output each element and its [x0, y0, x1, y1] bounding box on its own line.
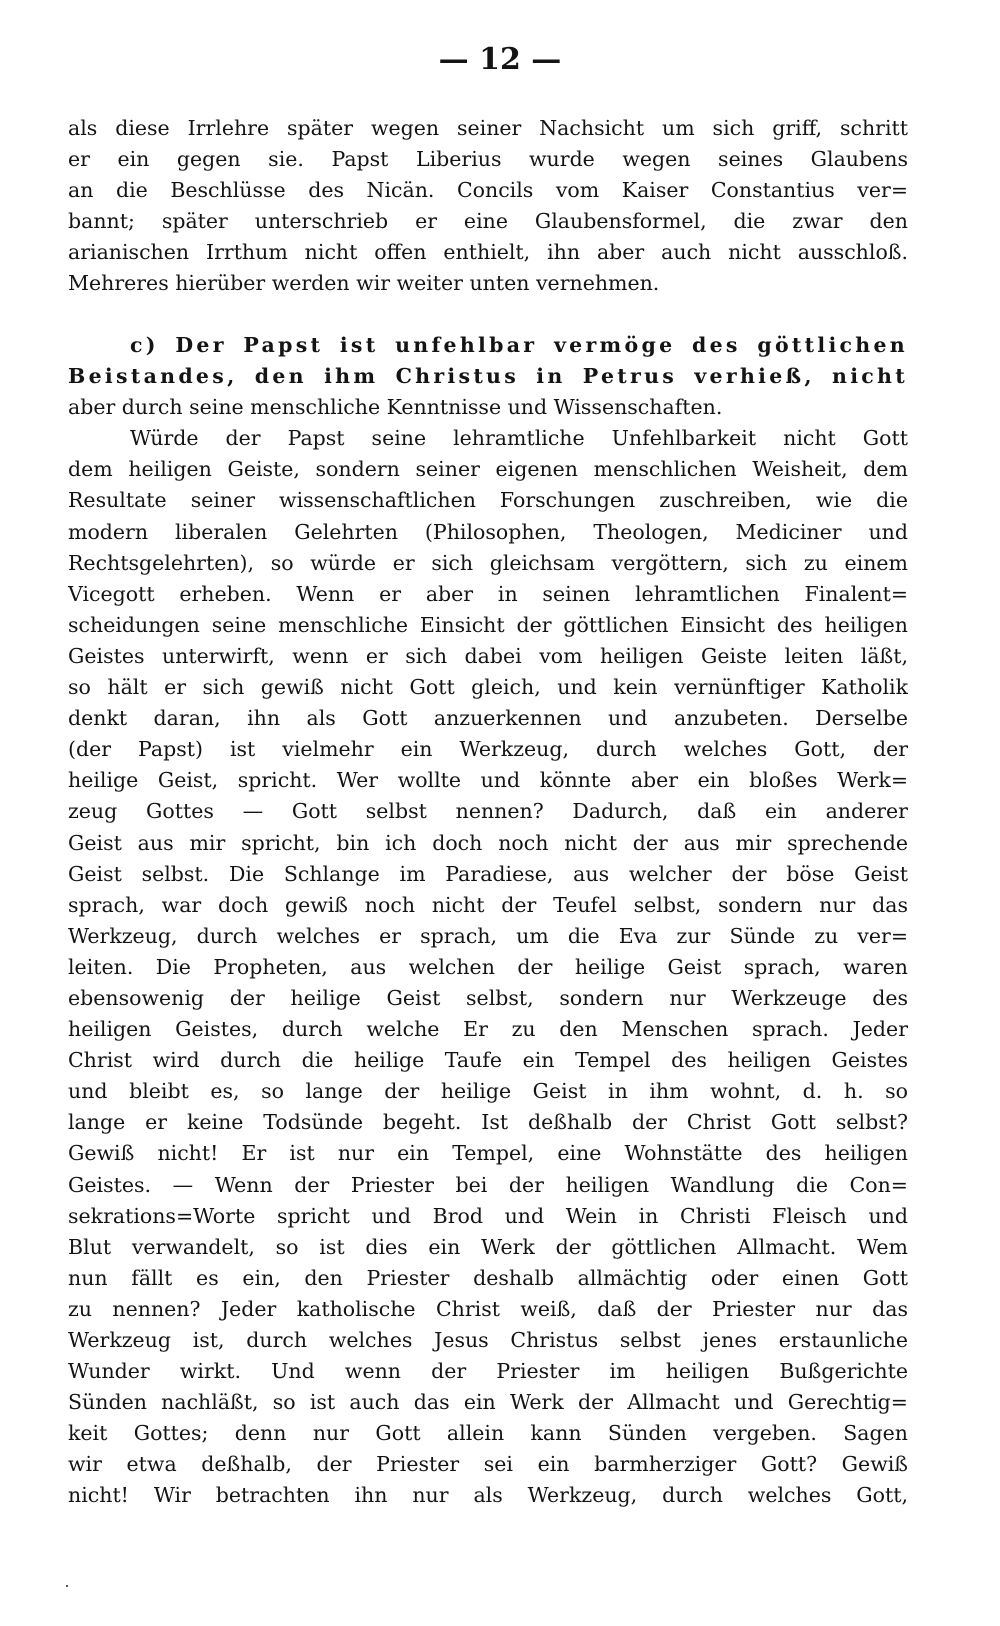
- text-line: er ein gegen sie. Papst Liberius wurde wegen seines Glaubens: [68, 147, 908, 172]
- text-line: nicht! Wir betrachten ihn nur als Werkzeug, durch welches Gott,: [68, 1483, 908, 1508]
- text-line: Gewiß nicht! Er ist nur ein Tempel, eine Wohnstätte des heiligen: [68, 1141, 908, 1166]
- section-heading-line: aber durch seine menschliche Kenntnisse und Wissenschaften.: [68, 395, 723, 420]
- text-line: keit Gottes; denn nur Gott allein kann Sünden vergeben. Sagen: [68, 1421, 908, 1446]
- text-line: Resultate seiner wissenschaftlichen Forschungen zuschreiben, wie die: [68, 488, 908, 513]
- section-heading-line: c) Der Papst ist unfehlbar vermöge des göttlichen: [130, 333, 908, 357]
- text-line: Geistes unterwirft, wenn er sich dabei vom heiligen Geiste leiten läßt,: [68, 643, 908, 668]
- paragraph-continuation: [68, 113, 908, 300]
- text-line: Werkzeug ist, durch welches Jesus Christus selbst jenes erstaunliche: [68, 1328, 908, 1352]
- text-line: bannt; später unterschrieb er eine Glaubensformel, die zwar den: [68, 209, 908, 234]
- text-line: Geist aus mir spricht, bin ich doch noch nicht der aus mir sprechende: [68, 830, 908, 855]
- text-line: Geist selbst. Die Schlange im Paradiese, aus welcher der böse Geist: [68, 861, 908, 886]
- text-line: denkt daran, ihn als Gott anzuerkennen und anzubeten. Derselbe: [68, 706, 908, 731]
- section-c: [68, 330, 908, 1512]
- text-line: leiten. Die Propheten, aus welchen der heilige Geist sprach, waren: [68, 954, 908, 979]
- text-line: Geistes. — Wenn der Priester bei der heiligen Wandlung die Con=: [68, 1172, 908, 1197]
- page-number: — 12 —: [438, 42, 562, 77]
- text-line: heiligen Geistes, durch welche Er zu den Menschen sprach. Jeder: [68, 1017, 908, 1042]
- text-line: modern liberalen Gelehrten (Philosophen, Theologen, Mediciner und: [68, 519, 908, 544]
- text-line: an die Beschlüsse des Nicän. Concils vom Kaiser Constantius ver=: [68, 178, 908, 203]
- text-line: Werkzeug, durch welches er sprach, um die Eva zur Sünde zu ver=: [68, 923, 908, 948]
- text-line: zu nennen? Jeder katholische Christ weiß, daß der Priester nur das: [68, 1296, 908, 1321]
- text-line: zeug Gottes — Gott selbst nennen? Dadurch, daß ein anderer: [68, 799, 908, 824]
- text-line: arianischen Irrthum nicht offen enthielt, ihn aber auch nicht ausschloß.: [68, 240, 908, 265]
- paper-speck: [66, 1585, 68, 1587]
- text-line: sprach, war doch gewiß noch nicht der Teufel selbst, sondern nur das: [68, 892, 908, 917]
- text-line: scheidungen seine menschliche Einsicht der göttlichen Einsicht des heiligen: [68, 612, 908, 637]
- text-line: als diese Irrlehre später wegen seiner Nachsicht um sich griff, schritt: [68, 116, 908, 140]
- text-line: (der Papst) ist vielmehr ein Werkzeug, durch welches Gott, der: [68, 737, 908, 762]
- text-line: und bleibt es, so lange der heilige Geist in ihm wohnt, d. h. so: [68, 1079, 908, 1104]
- text-line: Mehreres hierüber werden wir weiter unten vernehmen.: [68, 271, 660, 296]
- text-line: dem heiligen Geiste, sondern seiner eigenen menschlichen Weisheit, dem: [68, 457, 908, 482]
- text-line: lange er keine Todsünde begeht. Ist deßhalb der Christ Gott selbst?: [68, 1110, 908, 1135]
- text-line: sekrations=Worte spricht und Brod und Wein in Christi Fleisch und: [68, 1203, 908, 1228]
- text-line: Sünden nachläßt, so ist auch das ein Werk der Allmacht und Gerechtig=: [68, 1390, 908, 1415]
- text-line: Würde der Papst seine lehramtliche Unfehlbarkeit nicht Gott: [130, 426, 908, 451]
- section-heading-line: Beistandes, den ihm Christus in Petrus verhieß, nicht: [68, 364, 908, 389]
- text-line: Blut verwandelt, so ist dies ein Werk der göttlichen Allmacht. Wem: [68, 1234, 908, 1259]
- text-line: ebensowenig der heilige Geist selbst, sondern nur Werkzeuge des: [68, 985, 908, 1010]
- text-line: so hält er sich gewiß nicht Gott gleich, und kein vernünftiger Katholik: [68, 675, 908, 700]
- text-line: Vicegott erheben. Wenn er aber in seinen lehramtlichen Finalent=: [68, 581, 908, 606]
- text-line: Rechtsgelehrten), so würde er sich gleichsam vergöttern, sich zu einem: [68, 550, 908, 575]
- text-line: heilige Geist, spricht. Wer wollte und könnte aber ein bloßes Werk=: [68, 768, 908, 793]
- text-line: wir etwa deßhalb, der Priester sei ein barmherziger Gott? Gewiß: [68, 1452, 908, 1477]
- text-line: Christ wird durch die heilige Taufe ein Tempel des heiligen Geistes: [68, 1048, 908, 1073]
- text-line: Wunder wirkt. Und wenn der Priester im heiligen Bußgerichte: [68, 1359, 908, 1384]
- text-line: nun fällt es ein, den Priester deshalb allmächtig oder einen Gott: [68, 1265, 908, 1290]
